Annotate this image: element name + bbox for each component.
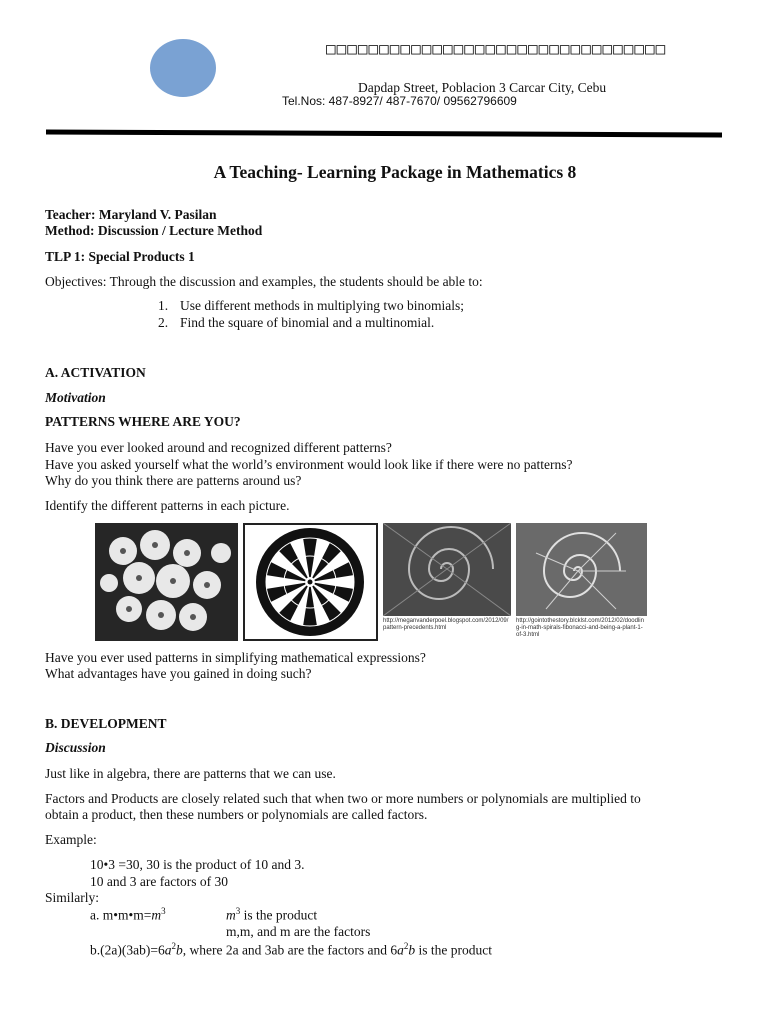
objective-2: Find the square of binomial and a multinomial.: [180, 315, 435, 330]
pattern-pictures: [95, 523, 647, 641]
dartboard-image: [243, 523, 378, 641]
school-address: Dapdap Street, Poblacion 3 Carcar City, Cebu: [358, 80, 607, 95]
discussion-label: Discussion: [45, 740, 106, 755]
patterns-title: PATTERNS WHERE ARE YOU?: [45, 414, 241, 429]
page-title: A Teaching- Learning Package in Mathematics 8: [213, 162, 577, 182]
tlp-line: TLP 1: Special Products 1: [45, 249, 195, 264]
development-p2-line2: obtain a product, then these numbers or polynomials are called factors.: [45, 807, 428, 822]
caption-nautilus: http://gointothestory.blcklst.com/2012/02/doodling-in-math-spirals-fibonacci-and-being-a-plant-1-of-3.html: [516, 618, 644, 638]
objectives-intro: Objectives: Through the discussion and examples, the students should be able to:: [45, 274, 483, 289]
objective-1: Use different methods in multiplying two binomials;: [180, 298, 464, 313]
development-heading: B. DEVELOPMENT: [45, 716, 167, 731]
similarly-a-product: $m^3$ is the product: [226, 906, 318, 923]
method-line: Method: Discussion / Lecture Method: [45, 223, 263, 238]
similarly-b: $b.(2a)(3ab)=6a^2b$, where 2a and 3ab are the factors and $6a^2b$ is the product: [90, 941, 492, 958]
development-p1: Just like in algebra, there are patterns that we can use.: [45, 766, 336, 781]
identify-instruction: Identify the different patterns in each picture.: [45, 498, 290, 513]
objective-num-2: 2.: [158, 315, 169, 330]
objective-num-1: 1.: [158, 298, 169, 313]
question-3: Why do you think there are patterns around us?: [45, 473, 302, 488]
similarly-a: a. $m•m•m=m^3$: [90, 906, 166, 923]
activation-heading: A. ACTIVATION: [45, 365, 146, 380]
school-name: □□□□□□□□□□□□□□□□□□□□□□□□□□□□□□□□: [326, 39, 667, 58]
example-line-1: 10•3 =30, 30 is the product of 10 and 3.: [90, 857, 305, 872]
question-1: Have you ever looked around and recognized different patterns?: [45, 440, 392, 455]
flowers-image: [95, 523, 238, 641]
motivation-label: Motivation: [45, 390, 106, 405]
spiral-plant-image: [383, 523, 511, 616]
school-logo: [150, 39, 216, 97]
development-p2-line1: Factors and Products are closely related such that when two or more numbers or polynomials are multiplied to: [45, 791, 641, 806]
after-question-2: What advantages have you gained in doing such?: [45, 666, 312, 681]
nautilus-shell-image: [516, 523, 647, 616]
caption-spiral: http://meganvanderpoel.blogspot.com/2012/09/pattern-precedents.html: [383, 618, 509, 631]
question-2: Have you asked yourself what the world’s environment would look like if there were no patterns?: [45, 457, 573, 472]
school-telnos: Tel.Nos: 487-8927/ 487-7670/ 09562796609: [282, 94, 517, 108]
similarly-label: Similarly:: [45, 890, 99, 905]
example-line-2: 10 and 3 are factors of 30: [90, 874, 228, 889]
after-question-1: Have you ever used patterns in simplifying mathematical expressions?: [45, 650, 426, 665]
teacher-line: Teacher: Maryland V. Pasilan: [45, 207, 217, 222]
header-rule: [46, 130, 722, 138]
example-label: Example:: [45, 832, 97, 847]
similarly-a-factors: m,m, and m are the factors: [226, 924, 371, 939]
